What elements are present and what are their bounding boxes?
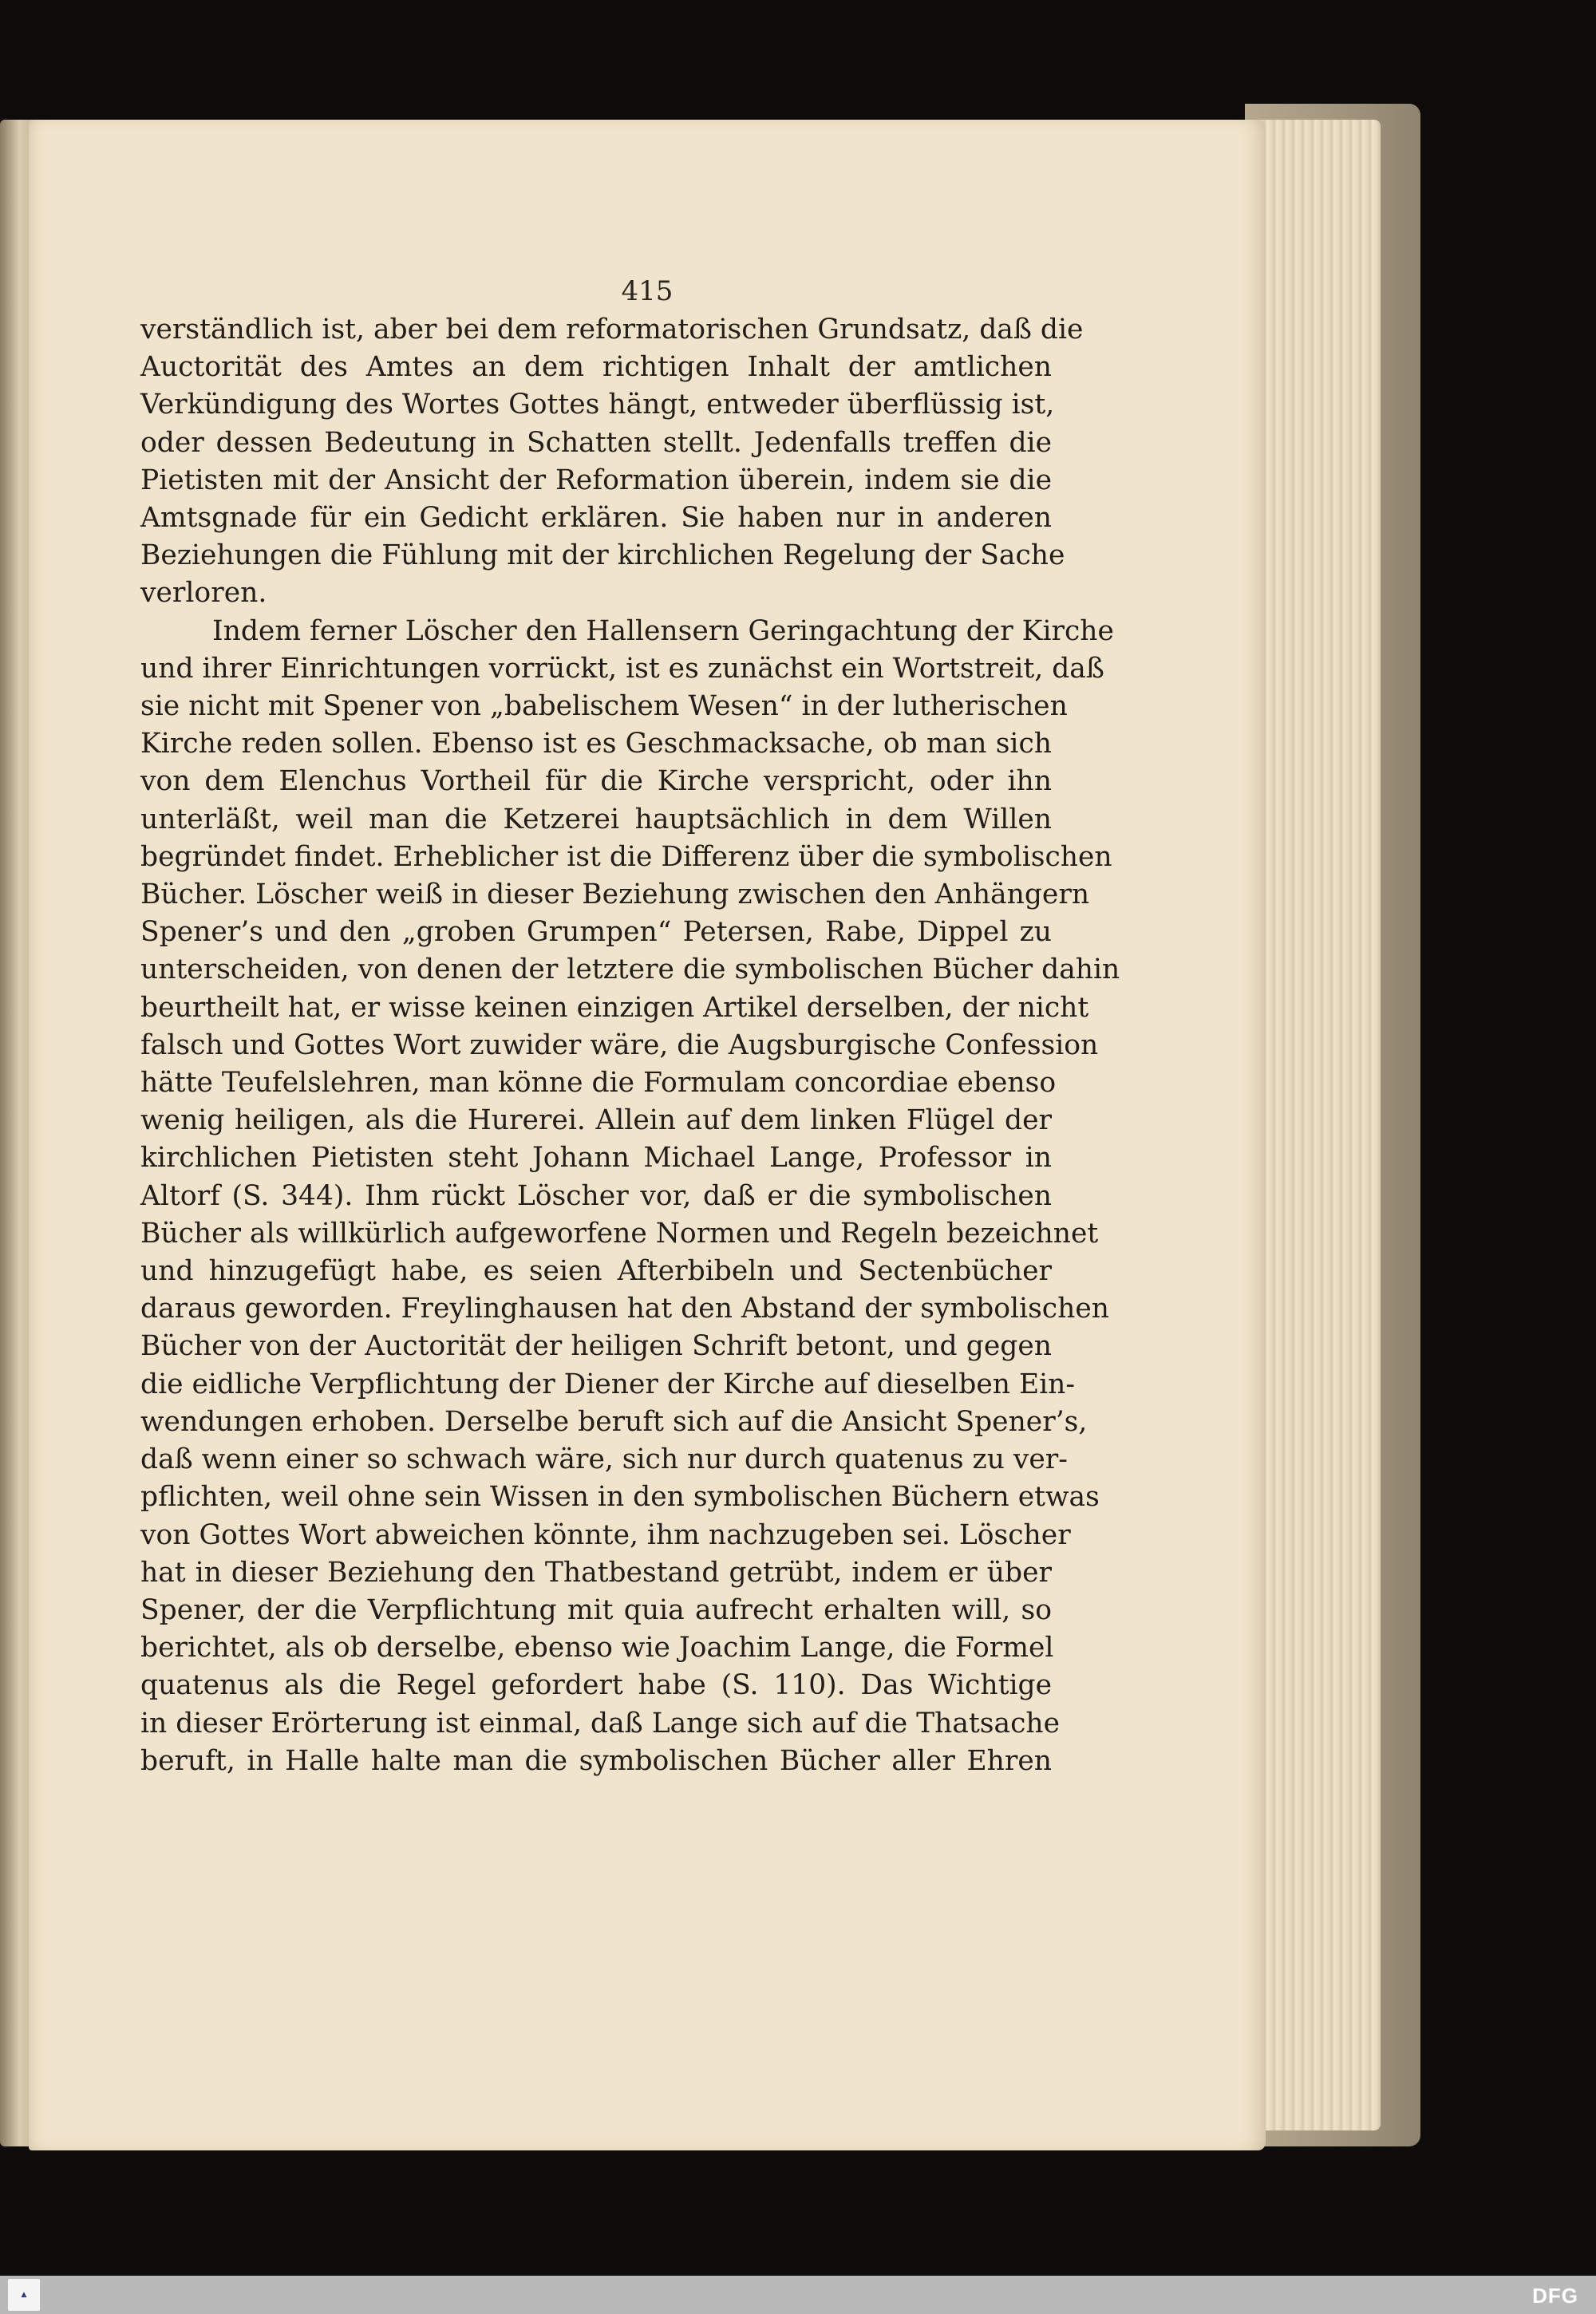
text-line: verständlich ist, aber bei dem reformatorischen Grundsatz, daß die xyxy=(140,314,1084,346)
text-line: pflichten, weil ohne sein Wissen in den symbolischen Büchern etwas xyxy=(140,1481,1100,1514)
text-line: quatenus als die Regel gefordert habe (S. 110). Das Wichtige xyxy=(140,1669,1052,1702)
text-line: von dem Elenchus Vortheil für die Kirche verspricht, oder ihn xyxy=(140,765,1052,798)
viewer-footer xyxy=(0,2276,1596,2314)
library-logo-icon: ▲ xyxy=(8,2279,40,2311)
text-line: kirchlichen Pietisten steht Johann Michael Lange, Professor in xyxy=(140,1142,1052,1175)
text-line: hätte Teufelslehren, man könne die Formulam concordiae ebenso xyxy=(140,1067,1057,1100)
text-line: Bücher von der Auctorität der heiligen Schrift betont, und gegen xyxy=(140,1330,1052,1363)
text-line: daß wenn einer so schwach wäre, sich nur durch quatenus zu ver- xyxy=(140,1443,1068,1476)
text-line: Spener’s und den „groben Grumpen“ Petersen, Rabe, Dippel zu xyxy=(140,916,1052,949)
text-line: falsch und Gottes Wort zuwider wäre, die Augsburgische Confession xyxy=(140,1029,1099,1061)
text-line: hat in dieser Beziehung den Thatbestand getrübt, indem er über xyxy=(140,1556,1052,1589)
text-line: unterscheiden, von denen der letztere die symbolischen Bücher dahin xyxy=(140,954,1120,986)
text-line: Bücher. Löscher weiß in dieser Beziehung zwischen den Anhängern xyxy=(140,879,1090,911)
text-line: oder dessen Bedeutung in Schatten stellt. Jedenfalls treffen die xyxy=(140,426,1052,459)
text-line: verloren. xyxy=(140,577,267,610)
text-line: unterläßt, weil man die Ketzerei hauptsächlich in dem Willen xyxy=(140,803,1052,835)
text-line: Pietisten mit der Ansicht der Reformation überein, indem sie die xyxy=(140,464,1052,496)
text-line: beurtheilt hat, er wisse keinen einzigen Artikel derselben, der nicht xyxy=(140,991,1089,1024)
text-line: daraus geworden. Freylinghausen hat den Abstand der symbolischen xyxy=(140,1293,1109,1325)
text-line: Kirche reden sollen. Ebenso ist es Geschmacksache, ob man sich xyxy=(140,728,1052,760)
text-line: begründet findet. Erheblicher ist die Differenz über die symbolischen xyxy=(140,840,1112,873)
text-line: Spener, der die Verpflichtung mit quia aufrecht erhalten will, so xyxy=(140,1593,1052,1626)
text-line: und hinzugefügt habe, es seien Afterbibeln und Sectenbücher xyxy=(140,1255,1052,1288)
text-line: wendungen erhoben. Derselbe beruft sich auf die Ansicht Spener’s, xyxy=(140,1405,1088,1438)
book-page xyxy=(29,120,1266,2150)
text-line: berichtet, als ob derselbe, ebenso wie Joachim Lange, die Formel xyxy=(140,1632,1054,1664)
text-line: Beziehungen die Fühlung mit der kirchlichen Regelung der Sache xyxy=(140,539,1065,572)
text-line: beruft, in Halle halte man die symbolischen Bücher aller Ehren xyxy=(140,1744,1052,1777)
page-number: 415 xyxy=(621,275,674,307)
text-line: Amtsgnade für ein Gedicht erklären. Sie haben nur in anderen xyxy=(140,502,1052,535)
text-line: in dieser Erörterung ist einmal, daß Lange sich auf die Thatsache xyxy=(140,1707,1061,1739)
text-line: wenig heiligen, als die Hurerei. Allein auf dem linken Flügel der xyxy=(140,1104,1052,1137)
text-line: Auctorität des Amtes an dem richtigen Inhalt der amtlichen xyxy=(140,351,1052,384)
text-line: von Gottes Wort abweichen könnte, ihm nachzugeben sei. Löscher xyxy=(140,1518,1071,1551)
text-line: Altorf (S. 344). Ihm rückt Löscher vor, daß er die symbolischen xyxy=(140,1179,1052,1212)
text-line: Bücher als willkürlich aufgeworfene Normen und Regeln bezeichnet xyxy=(140,1217,1099,1250)
text-line: und ihrer Einrichtungen vorrückt, ist es zunächst ein Wortstreit, daß xyxy=(140,652,1104,685)
body-text xyxy=(140,311,1120,1780)
text-line: Indem ferner Löscher den Hallensern Geringachtung der Kirche xyxy=(212,614,1114,647)
text-line: sie nicht mit Spener von „babelischem Wesen“ in der lutherischen xyxy=(140,690,1068,723)
text-line: Verkündigung des Wortes Gottes hängt, entweder überflüssig ist, xyxy=(140,389,1055,421)
text-line: die eidliche Verpflichtung der Diener der Kirche auf dieselben Ein- xyxy=(140,1368,1076,1400)
dfg-logo: DFG xyxy=(1532,2284,1578,2308)
